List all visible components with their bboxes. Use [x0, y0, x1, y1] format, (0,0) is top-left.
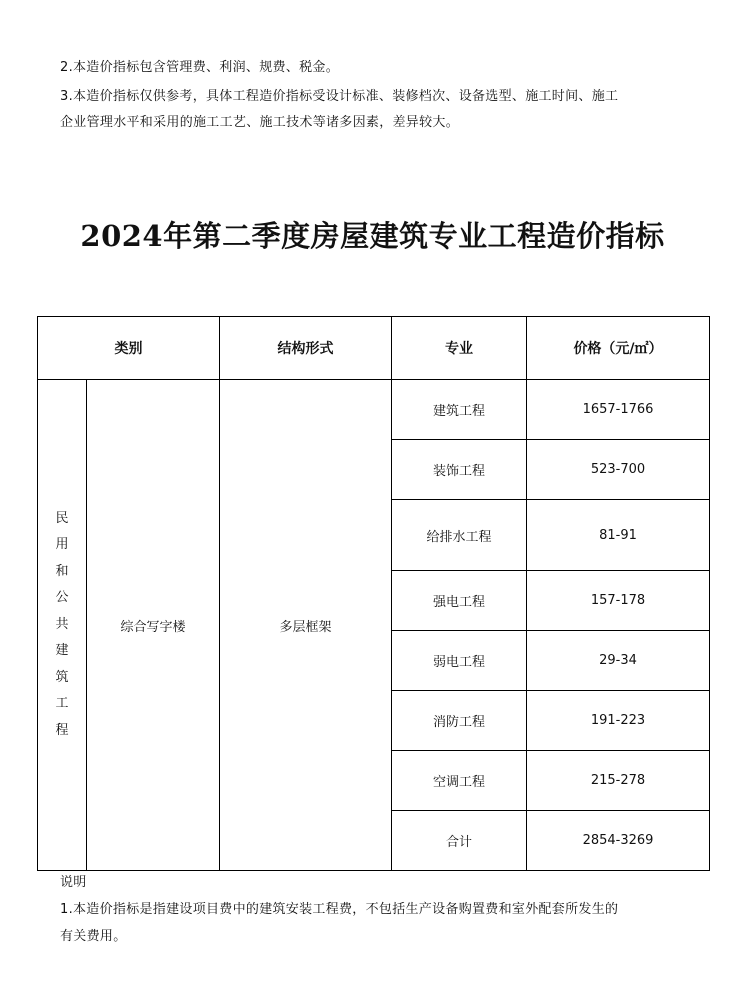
- header-price: 价格（元/㎡）: [527, 317, 710, 380]
- price-cell: 81-91: [527, 500, 710, 571]
- specialty-cell: 强电工程: [392, 571, 527, 631]
- note-top-3b: 企业管理水平和采用的施工工艺、施工技术等诸多因素，差异较大。: [60, 115, 460, 130]
- price-index-table: [37, 316, 710, 871]
- price-cell: 1657-1766: [527, 380, 710, 440]
- header-category: 类别: [38, 317, 220, 380]
- note-bottom-1b: 有关费用。: [60, 929, 127, 944]
- specialty-cell: 建筑工程: [392, 380, 527, 440]
- structure-cell: 多层框架: [220, 380, 392, 871]
- note-bottom-1a: 1.本造价指标是指建设项目费中的建筑安装工程费，不包括生产设备购置费和室外配套所发生的: [60, 902, 619, 917]
- header-structure: 结构形式: [220, 317, 392, 380]
- price-cell: 29-34: [527, 631, 710, 691]
- price-cell: 523-700: [527, 440, 710, 500]
- category-sub-cell: 综合写字楼: [87, 380, 220, 871]
- price-cell: 157-178: [527, 571, 710, 631]
- specialty-cell-total: 合计: [392, 811, 527, 871]
- specialty-cell: 空调工程: [392, 751, 527, 811]
- notes-heading: 说明: [60, 875, 87, 890]
- price-cell: 215-278: [527, 751, 710, 811]
- category-main-cell: [38, 380, 87, 871]
- specialty-cell: 消防工程: [392, 691, 527, 751]
- note-top-3a: 3.本造价指标仅供参考，具体工程造价指标受设计标准、装修档次、设备选型、施工时间、施工: [60, 89, 619, 104]
- table-header-row: [38, 317, 710, 380]
- price-cell: 191-223: [527, 691, 710, 751]
- page-title: 2024年第二季度房屋建筑专业工程造价指标: [80, 219, 665, 253]
- table-row: [38, 380, 710, 440]
- note-top-2: 2.本造价指标包含管理费、利润、规费、税金。: [60, 60, 340, 75]
- specialty-cell: 给排水工程: [392, 500, 527, 571]
- price-cell-total: 2854-3269: [527, 811, 710, 871]
- specialty-cell: 弱电工程: [392, 631, 527, 691]
- specialty-cell: 装饰工程: [392, 440, 527, 500]
- header-specialty: 专业: [392, 317, 527, 380]
- category-main-label: 民用和公共建筑工程: [55, 510, 69, 738]
